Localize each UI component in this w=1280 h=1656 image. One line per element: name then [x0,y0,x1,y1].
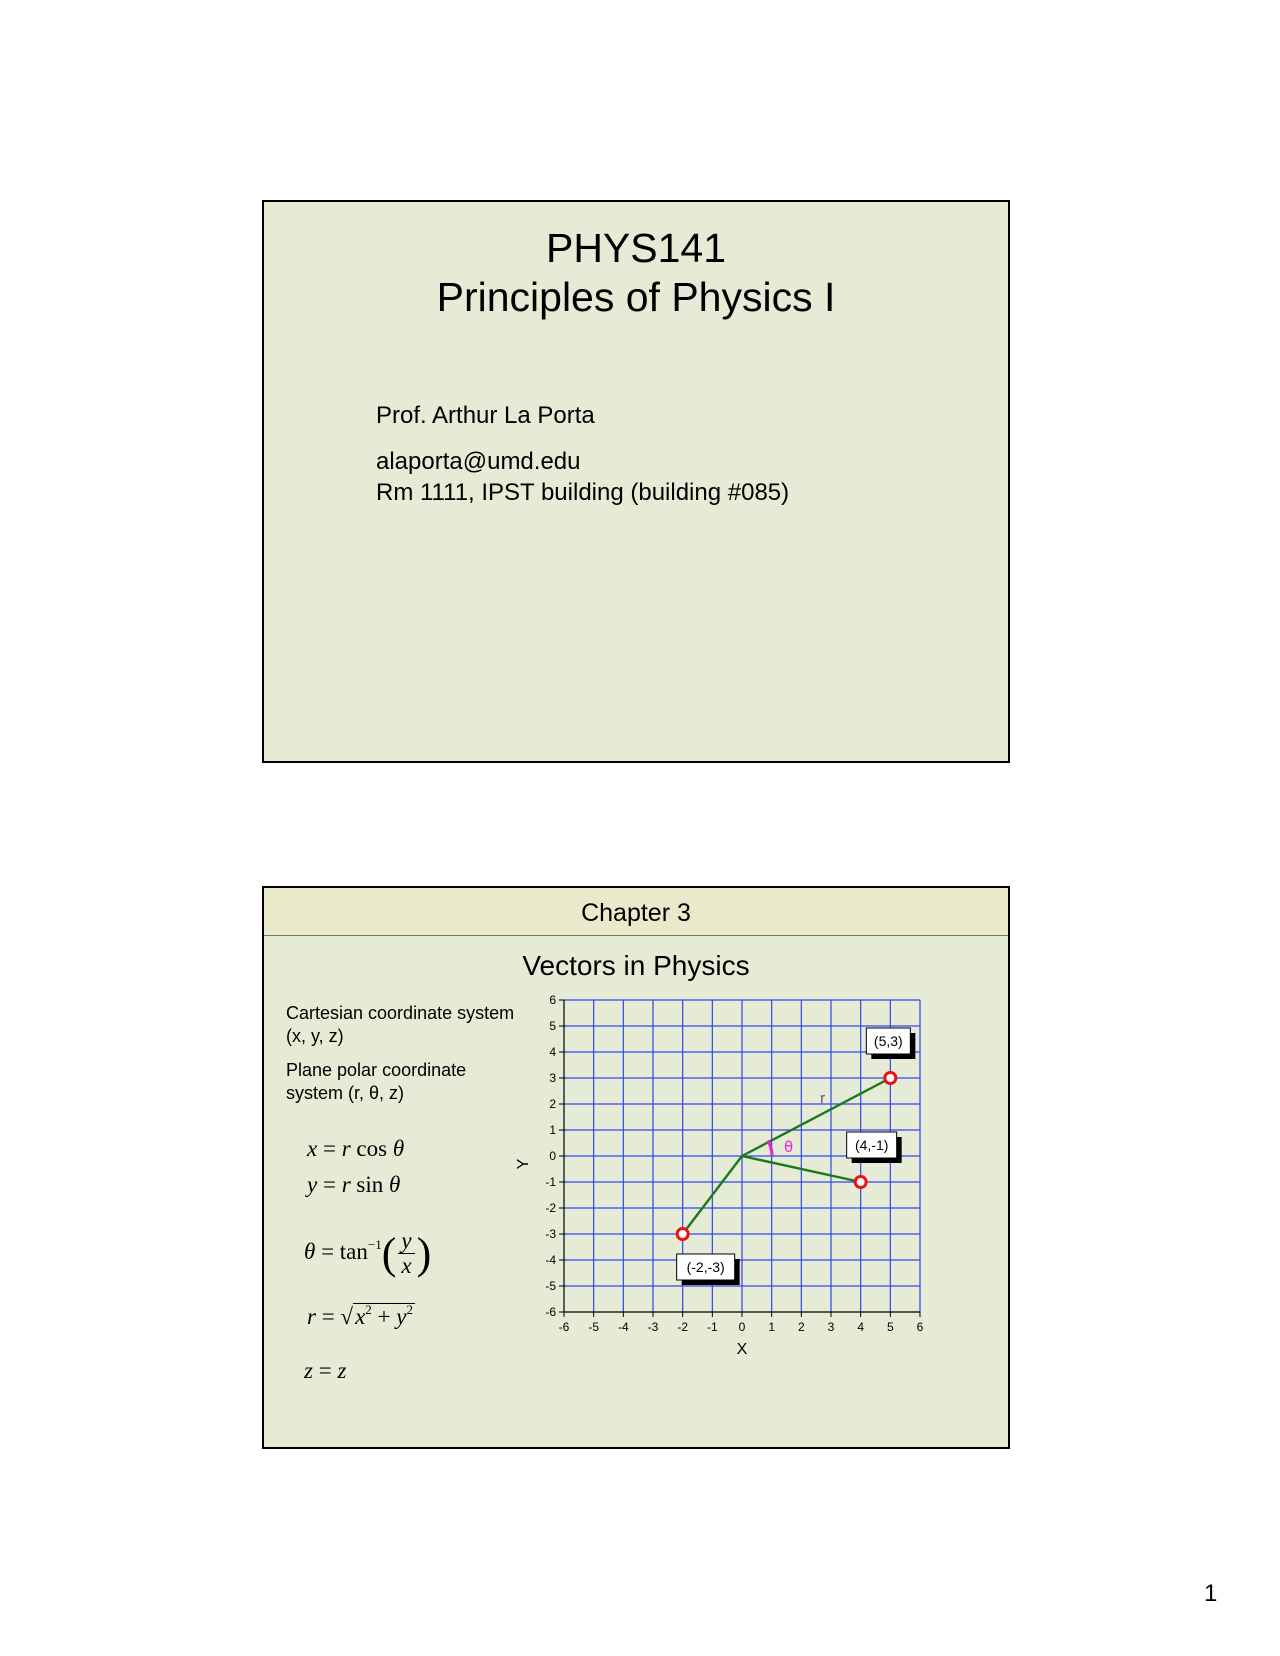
title-slide [262,200,1010,763]
y-tick-label: 5 [549,1019,556,1033]
x-tick-label: -5 [588,1320,600,1334]
contact-info [376,446,789,508]
x-tick-label: 5 [886,1320,894,1334]
x-tick-label: 2 [797,1320,805,1334]
y-tick-label: 4 [549,1045,556,1059]
y-tick-label: 3 [549,1071,556,1085]
x-tick-label: -6 [558,1320,570,1334]
coordinate-plot [515,990,964,1420]
y-tick-label: 6 [549,993,556,1007]
course-name: Principles of Physics I [436,274,836,320]
x-tick-label: 6 [916,1320,924,1334]
x-tick-label: -4 [617,1320,629,1334]
data-point [855,1177,866,1188]
y-tick-label: 0 [549,1149,556,1163]
chapter-header: Chapter 3 [264,888,1008,936]
course-code: PHYS141 [545,225,727,271]
equation-r: $r = √x^2 + y^2$ [307,1302,413,1329]
equation-z: z = z [304,1358,347,1383]
data-point [885,1073,896,1084]
angle-label: θ [784,1138,794,1156]
professor-name: Prof. Arthur La Porta [376,402,595,429]
equation-theta: $\theta = \tan^{-1}$( $\frac{y}{x}$ ) [304,1228,432,1278]
x-tick-label: -3 [647,1320,659,1334]
polar-description: Plane polar coordinate system (r, θ, z) [286,1060,467,1103]
equation-x: x = r cos θ [307,1136,405,1161]
y-tick-label: -1 [545,1175,556,1189]
slide-title: Vectors in Physics [522,950,750,981]
x-axis-label: X [736,1341,748,1358]
x-tick-label: -2 [677,1320,689,1334]
vector-r-label: r [820,1090,826,1107]
x-tick-label: 1 [768,1320,776,1334]
y-tick-label: 1 [549,1123,556,1137]
y-tick-label: -6 [545,1305,556,1319]
point-label: (4,-1) [854,1137,889,1153]
point-label: (-2,-3) [686,1259,725,1275]
room-location: Rm 1111, IPST building (building #085) [376,479,790,506]
equation-y: y = r sin θ [307,1172,401,1197]
y-tick-label: -3 [545,1227,556,1241]
y-axis-label: Y [515,1158,532,1170]
x-tick-label: -1 [706,1320,718,1334]
y-tick-label: 2 [549,1097,556,1111]
data-point [677,1229,688,1240]
email-address: alaporta@umd.edu [376,448,581,475]
x-tick-label: 3 [827,1320,835,1334]
point-label: (5,3) [873,1033,903,1049]
page-number: 1 [1204,1580,1218,1607]
y-tick-label: -5 [545,1279,556,1293]
y-tick-label: -4 [545,1253,556,1267]
slide-title [264,224,1008,322]
y-tick-label: -2 [545,1201,556,1215]
x-tick-label: 4 [857,1320,865,1334]
cartesian-description: Cartesian coordinate system (x, y, z) [286,1003,515,1046]
vectors-slide [262,886,1010,1449]
x-tick-label: 0 [738,1320,746,1334]
